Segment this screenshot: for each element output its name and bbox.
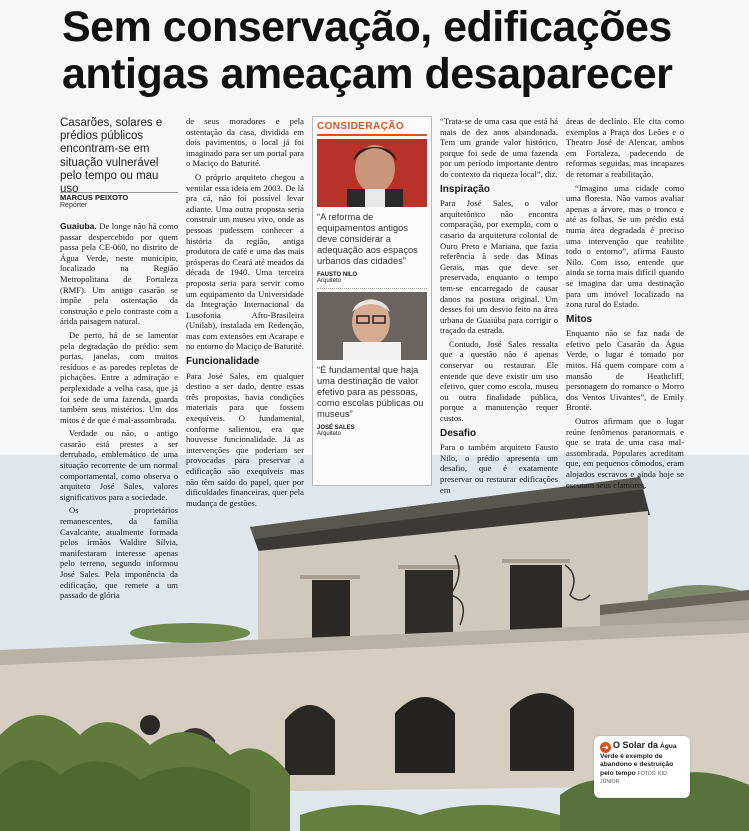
article-paragraph: “Imagino uma cidade como uma floresta. Não vamos avaliar apenas a árvore, mas o tronco e até as folhas. Se um prédio está numa área degradada é preciso uma intervenção que reabilite todo o entorno”, afirma Fausto Nilo. Com isso, entende que ainda se torna mais difícil quando se imagina dar uma destinação para um imóvel localizado na zona rural do Estado. — [566, 182, 684, 310]
article-paragraph: Os proprietários remanescentes, da família Cavalcante, atualmente formada pelos irmãos Waldire Sílvia, manifestaram interesse apenas pelo terreno, segundo informou José Sales. Pela imponência da edificação, que remete a um passado de glória — [60, 505, 178, 601]
article-column-1 — [60, 221, 178, 604]
article-column-3 — [440, 116, 558, 498]
photo-caption — [594, 736, 690, 798]
article-column-4 — [566, 116, 684, 493]
section-heading-mitos: Mitos — [566, 313, 593, 325]
caption-text: Água Verde é exemplo de abandono e destruição pelo tempo — [600, 743, 677, 777]
section-heading-funcionalidade: Funcionalidade — [186, 356, 260, 368]
byline — [60, 193, 178, 209]
subhead: Casarões, solares e prédios públicos encontram-se em situação vulnerável pelo tempo ou mau uso — [60, 117, 163, 196]
article-paragraph: áreas de declínio. Ele cita como exemplos a Praça dos Leões e o Theatro José de Alencar, ambos em Fortaleza, padecendo de reformas seguidas, mas incapazes de retomar a reabilitação. — [566, 116, 684, 179]
headline-line-1: Sem conservação, edificações — [62, 3, 672, 51]
article-paragraph: Enquanto não se faz nada de efetivo pelo Casarão da Água Verde, o lugar é tomado por mitos. Há quem compare com a mansão de Heathcliff, personagem do romance o Morro dos Ventos Uivantes”, de Emily Brontë. — [566, 328, 684, 413]
headline-line-2: antigas ameaçam desaparecer — [62, 50, 673, 98]
article-paragraph: Verdade ou não, o antigo casarão está prestes a ser derrubado, emblemático de uma situação recorrente de um normal comportamental, como observa o arquiteto José Sales, valores significativos para a sociedade. — [60, 428, 178, 502]
article-paragraph: Guaiuba. De longe não há como passar despercebido por quem passa pela CE-060, no distrito de Água Verde, neste município, localizado na Região Metropolitana de Fortaleza (RMF). Um antigo casarão se impõe pela ostentação da construção e pelo contraste com a árida paisagem natural. — [60, 221, 178, 327]
article-paragraph: Para José Sales, o valor arquitetônico não encontra comparação, por exemplo, com o casario da arquitetura colonial de Ouro Preto e Mariana, que fazia referência à sede das Minas Gerais, mas que deve ser preservada, enquanto o tempo tem-se encarregado de causar danos na postura original. Um desses foi um desvio feito na área urbana de Guaiúba para corrigir o traçado da estrada. — [440, 198, 558, 336]
quote-jose-sales: “É fundamental que haja uma destinação de valor efetivo para as pessoas, como escolas públicas ou museus” — [317, 365, 424, 419]
portrait-fausto-nilo — [317, 139, 427, 207]
author-role: Repórter — [60, 202, 88, 209]
consideracao-title: CONSIDERAÇÃO — [317, 121, 427, 136]
quote-author-role: Arquiteto — [317, 278, 342, 284]
article-paragraph: Para o também arquiteto Fausto Nilo, o prédio apresenta um desafio, que é exatamente preservar ou restaurar edificações em — [440, 442, 558, 495]
article-paragraph: “Trata-se de uma casa que está há mais de dez anos abandonada. Tem um grande valor histórico, porque foi sede de uma fazenda por um período importante dentro do contexto da riqueza local”, diz. — [440, 116, 558, 179]
article-paragraph: Outros afirmam que o lugar reúne fenômenos paranormais e que se trata de uma casa mal-assombrada. Populares acreditam que, em pequenos cômodos, eram alojados escravos e ainda hoje se escutam seus clamores. — [566, 416, 684, 490]
section-heading-inspiracao: Inspiração — [440, 183, 491, 195]
article-paragraph: Para José Sales, em qualquer destino a ser dado, dentre essas três propostas, havia condições materiais para que fossem exequíveis. O fundamental, conforme salientou, era que houvesse funcionalidade. Já as intervenções que poderiam ser provocadas para preservar a edificação são exequíveis mas não têm saído do papel, quer por dificuldades financeiras, quer pela mudança de gestões. — [186, 370, 304, 508]
section-heading-desafio: Desafio — [440, 427, 477, 439]
arrow-right-icon: ➔ — [600, 742, 611, 753]
headline — [62, 4, 742, 98]
quote-author-name: JOSÉ SALES — [317, 425, 355, 431]
quote-author-name: FAUSTO NILO — [317, 272, 358, 278]
article-column-2 — [186, 116, 304, 511]
portrait-jose-sales — [317, 292, 427, 360]
author-name: MARCUS PEIXOTO — [60, 193, 129, 202]
box-divider — [317, 288, 427, 289]
dateline: Guaiuba. — [60, 221, 97, 231]
article-paragraph: Contudo, José Sales ressalta que a questão não é apenas conservar ou restaurar. Ele entende que deve existir um uso efetivo, quer como escola, museu ou outra finalidade pública, porque a manutenção requer custos. — [440, 338, 558, 424]
caption-title: O Solar da — [613, 740, 659, 750]
consideracao-box — [312, 116, 432, 486]
quote-fausto-nilo: “A reforma de equipamentos antigos deve considerar a adequação aos espaços urbanos das cidades” — [317, 212, 418, 266]
article-paragraph: de seus moradores e pela ostentação da casa, dividida em dois pavimentos, o local já foi imaginado para ser um portal para o Maciço do Baturité. — [186, 116, 304, 169]
article-paragraph: O próprio arquiteto chegou a ventilar essa ideia em 2003. De lá pra cá, não foi possível levar adiante. Uma outra proposta seria construir um museu vivo, onde as pessoas pudessem conhecer a história da região, antiga produtora de café e uma das mais prósperas do Ceará até meados da década de 1940. Uma terceira proposta seria para servir como um equipamento da Universidade da Integração Internacional da Lusofonia Afro-Brasileira (Unilab), instalada em Redenção, mas com extensões em Acarape e no entorno do Maciço de Baturité. — [186, 171, 304, 352]
quote-author-role: Arquiteto — [317, 431, 342, 437]
photo-credit: FOTOS: KID JÚNIOR — [600, 770, 667, 786]
article-paragraph: De perto, há de se lamentar pela degradação do prédio: sem portas, janelas, com muitos resíduos e as paredes repletas de pichações. Entre a admiração e perplexidade a velha casa, que já foi sede de uma fazenda, guarda também seus mistérios. Um dos mitos é de que é mal-assombrada. — [60, 329, 178, 425]
